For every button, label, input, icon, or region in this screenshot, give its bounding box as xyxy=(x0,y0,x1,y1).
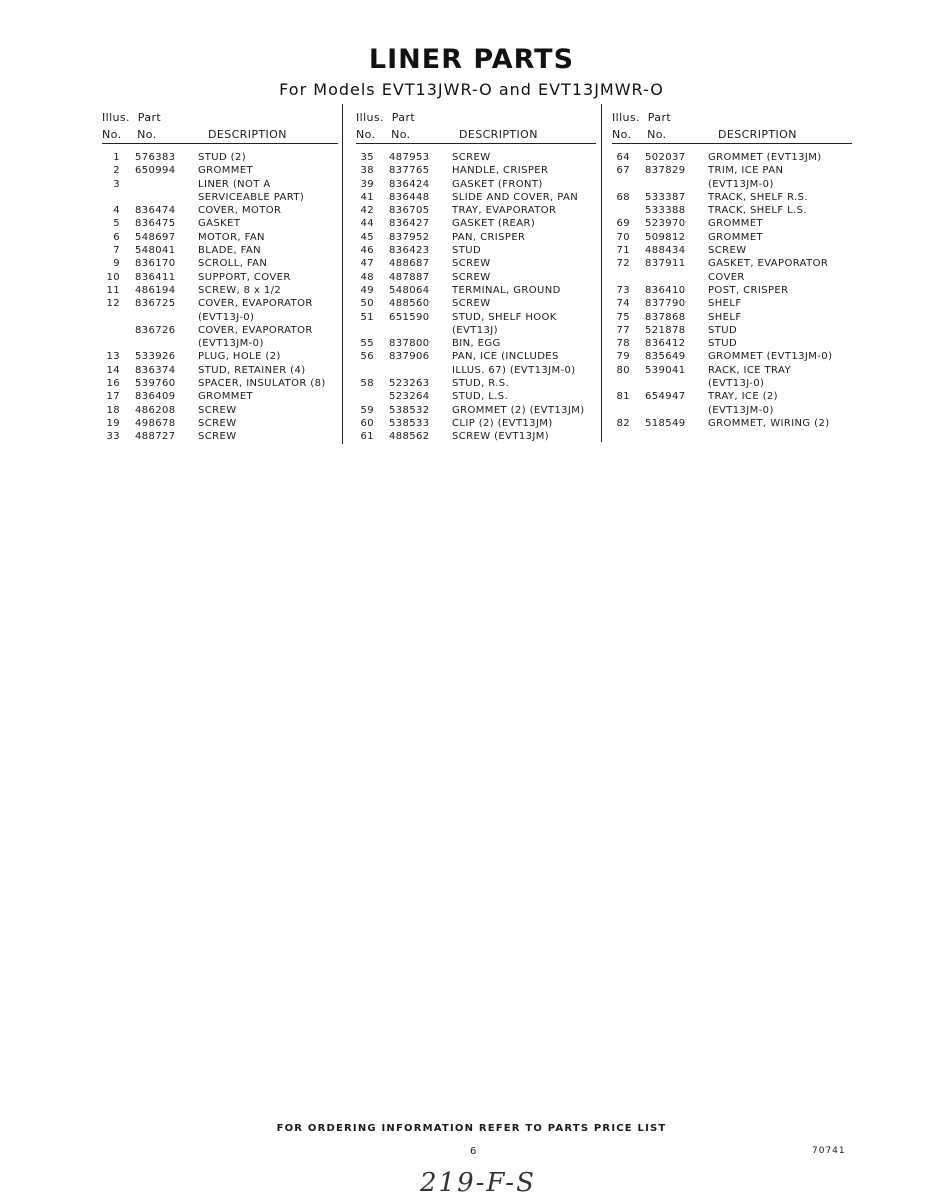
part-number: 548064 xyxy=(389,284,430,296)
table-row xyxy=(102,151,338,164)
illus-number: 59 xyxy=(360,404,374,416)
illus-number: 5 xyxy=(113,218,120,230)
part-number: 539041 xyxy=(645,364,686,376)
part-number: 523263 xyxy=(389,378,430,390)
part-description: SHELF xyxy=(708,311,742,323)
header-illus: Illus. Part xyxy=(356,111,416,124)
part-description: SCREW xyxy=(708,245,747,257)
illus-number: 50 xyxy=(360,298,374,310)
part-description: STUD, R.S. xyxy=(452,378,510,390)
part-description: TERMINAL, GROUND xyxy=(452,284,561,296)
table-row xyxy=(102,337,338,350)
part-description: GROMMET xyxy=(198,165,254,177)
illus-number: 69 xyxy=(616,218,630,230)
part-number: 488434 xyxy=(645,245,686,257)
illus-number: 41 xyxy=(360,191,374,203)
table-row xyxy=(612,284,852,297)
part-number: 538533 xyxy=(389,417,430,429)
table-row xyxy=(102,350,338,363)
parts-rows xyxy=(102,151,338,444)
table-row xyxy=(356,417,596,430)
part-number: 836423 xyxy=(389,245,430,257)
part-description: BIN, EGG xyxy=(452,338,501,350)
part-number: 509812 xyxy=(645,231,686,243)
part-description: LINER (NOT A xyxy=(198,178,271,190)
part-number: 518549 xyxy=(645,417,686,429)
part-number: 837790 xyxy=(645,298,686,310)
illus-number: 17 xyxy=(106,391,120,403)
table-row xyxy=(356,350,596,363)
part-description: GROMMET xyxy=(198,391,254,403)
part-description: COVER, EVAPORATOR xyxy=(198,324,313,336)
part-number: 836410 xyxy=(645,284,686,296)
part-number: 539760 xyxy=(135,378,176,390)
part-description: STUD, RETAINER (4) xyxy=(198,364,306,376)
header-no: No. No. xyxy=(102,128,157,141)
parts-column-1 xyxy=(102,108,338,444)
part-number: 837906 xyxy=(389,351,430,363)
part-description: GASKET xyxy=(198,218,241,230)
table-row xyxy=(356,217,596,230)
illus-number: 61 xyxy=(360,431,374,443)
illus-number: 71 xyxy=(616,245,630,257)
part-number: 548041 xyxy=(135,245,176,257)
illus-number: 82 xyxy=(616,417,630,429)
part-description: SCREW, 8 x 1/2 xyxy=(198,284,282,296)
part-description: PAN, ICE (INCLUDES xyxy=(452,351,559,363)
part-description: GROMMET xyxy=(708,231,764,243)
part-number: 533387 xyxy=(645,191,686,203)
part-description: STUD, L.S. xyxy=(452,391,509,403)
part-number: 836411 xyxy=(135,271,176,283)
part-description: SUPPORT, COVER xyxy=(198,271,291,283)
header-description: DESCRIPTION xyxy=(718,128,797,141)
table-row xyxy=(356,404,596,417)
part-number: 836474 xyxy=(135,205,176,217)
table-row xyxy=(356,390,596,403)
document-number: 70741 xyxy=(812,1146,846,1156)
part-description: SLIDE AND COVER, PAN xyxy=(452,191,579,203)
part-description: SCREW xyxy=(452,298,491,310)
part-number: 837800 xyxy=(389,338,430,350)
table-row xyxy=(612,271,852,284)
parts-rows xyxy=(356,151,596,444)
table-row xyxy=(102,244,338,257)
part-description: HANDLE, CRISPER xyxy=(452,165,549,177)
part-description: SPACER, INSULATOR (8) xyxy=(198,378,326,390)
column-header xyxy=(102,108,338,144)
illus-number: 80 xyxy=(616,364,630,376)
illus-number: 81 xyxy=(616,391,630,403)
part-number: 836409 xyxy=(135,391,176,403)
table-row xyxy=(102,257,338,270)
part-description: TRACK, SHELF R.S. xyxy=(708,191,808,203)
part-description: GROMMET xyxy=(708,218,764,230)
table-row xyxy=(612,164,852,177)
part-number: 835649 xyxy=(645,351,686,363)
part-description: GROMMET (EVT13JM) xyxy=(708,152,822,163)
part-number: 488727 xyxy=(135,431,176,443)
table-row xyxy=(356,311,596,324)
page-title: LINER PARTS xyxy=(368,44,575,75)
table-row xyxy=(612,337,852,350)
table-row xyxy=(612,151,852,164)
part-number: 837765 xyxy=(389,165,430,177)
part-number: 837829 xyxy=(645,165,686,177)
illus-number: 42 xyxy=(360,205,374,217)
illus-number: 2 xyxy=(113,165,120,177)
part-description: STUD xyxy=(452,245,482,257)
part-description: (EVT13J) xyxy=(452,324,498,336)
part-number: 498678 xyxy=(135,417,176,429)
illus-number: 4 xyxy=(113,205,120,217)
part-description: RACK, ICE TRAY xyxy=(708,364,791,376)
illus-number: 6 xyxy=(113,231,120,243)
part-number: 576383 xyxy=(135,152,176,163)
illus-number: 78 xyxy=(616,338,630,350)
table-row xyxy=(356,324,596,337)
part-description: SERVICEABLE PART) xyxy=(198,191,305,203)
illus-number: 13 xyxy=(106,351,120,363)
part-description: (EVT13JM-0) xyxy=(708,178,774,190)
part-description: BLADE, FAN xyxy=(198,245,262,257)
part-number: 488562 xyxy=(389,431,430,443)
table-row xyxy=(102,178,338,191)
part-number: 837868 xyxy=(645,311,686,323)
part-number: 487953 xyxy=(389,152,430,163)
parts-column-2 xyxy=(356,108,596,444)
table-row xyxy=(356,377,596,390)
illus-number: 73 xyxy=(616,284,630,296)
part-description: PLUG, HOLE (2) xyxy=(198,351,281,363)
illus-number: 10 xyxy=(106,271,120,283)
table-row xyxy=(102,324,338,337)
illus-number: 38 xyxy=(360,165,374,177)
illus-number: 39 xyxy=(360,178,374,190)
illus-number: 75 xyxy=(616,311,630,323)
table-row xyxy=(612,204,852,217)
handwritten-note: 219-F-S xyxy=(420,1168,536,1198)
table-row xyxy=(356,271,596,284)
table-row xyxy=(612,244,852,257)
part-number: 538532 xyxy=(389,404,430,416)
part-number: 533926 xyxy=(135,351,176,363)
part-number: 836448 xyxy=(389,191,430,203)
illus-number: 11 xyxy=(106,284,120,296)
part-description: TRACK, SHELF L.S. xyxy=(708,205,807,217)
illus-number: 44 xyxy=(360,218,374,230)
illus-number: 47 xyxy=(360,258,374,270)
table-row xyxy=(356,257,596,270)
part-description: GROMMET (EVT13JM-0) xyxy=(708,351,833,363)
table-row xyxy=(356,164,596,177)
table-row xyxy=(102,284,338,297)
part-number: 488560 xyxy=(389,298,430,310)
part-description: SCREW xyxy=(198,431,237,443)
illus-number: 9 xyxy=(113,258,120,270)
part-description: GASKET (REAR) xyxy=(452,218,536,230)
illus-number: 55 xyxy=(360,338,374,350)
illus-number: 12 xyxy=(106,298,120,310)
illus-number: 19 xyxy=(106,417,120,429)
table-row xyxy=(356,284,596,297)
part-number: 836726 xyxy=(135,324,176,336)
table-row xyxy=(102,364,338,377)
table-row xyxy=(102,231,338,244)
part-description: TRIM, ICE PAN xyxy=(708,165,784,177)
table-row xyxy=(612,417,852,430)
column-header xyxy=(612,108,852,144)
table-row xyxy=(612,231,852,244)
illus-number: 67 xyxy=(616,165,630,177)
table-row xyxy=(612,377,852,390)
part-description: STUD (2) xyxy=(198,152,247,163)
part-description: COVER xyxy=(708,271,745,283)
header-no: No. No. xyxy=(356,128,411,141)
table-row xyxy=(102,297,338,310)
part-description: COVER, MOTOR xyxy=(198,205,282,217)
parts-rows xyxy=(612,151,852,430)
column-divider xyxy=(601,104,602,442)
part-description: TRAY, ICE (2) xyxy=(708,391,778,403)
table-row xyxy=(102,217,338,230)
table-row xyxy=(612,404,852,417)
illus-number: 56 xyxy=(360,351,374,363)
part-description: GROMMET, WIRING (2) xyxy=(708,417,830,429)
table-row xyxy=(612,350,852,363)
illus-number: 3 xyxy=(113,178,120,190)
part-number: 836427 xyxy=(389,218,430,230)
part-description: STUD xyxy=(708,324,738,336)
table-row xyxy=(102,404,338,417)
table-row xyxy=(102,377,338,390)
column-divider xyxy=(342,104,343,444)
table-row xyxy=(102,311,338,324)
part-description: SCREW xyxy=(198,417,237,429)
part-number: 837911 xyxy=(645,258,686,270)
table-row xyxy=(356,337,596,350)
illus-number: 48 xyxy=(360,271,374,283)
page-number: 6 xyxy=(470,1146,477,1157)
part-number: 654947 xyxy=(645,391,686,403)
illus-number: 51 xyxy=(360,311,374,323)
part-number: 837952 xyxy=(389,231,430,243)
illus-number: 35 xyxy=(360,152,374,163)
table-row xyxy=(612,217,852,230)
part-number: 836374 xyxy=(135,364,176,376)
part-description: (EVT13JM-0) xyxy=(708,404,774,416)
part-description: (EVT13JM-0) xyxy=(198,338,264,350)
illus-number: 45 xyxy=(360,231,374,243)
illus-number: 70 xyxy=(616,231,630,243)
table-row xyxy=(356,430,596,443)
header-description: DESCRIPTION xyxy=(208,128,287,141)
table-row xyxy=(612,297,852,310)
header-description: DESCRIPTION xyxy=(459,128,538,141)
illus-number: 18 xyxy=(106,404,120,416)
part-number: 523970 xyxy=(645,218,686,230)
illus-number: 7 xyxy=(113,245,120,257)
part-number: 548697 xyxy=(135,231,176,243)
part-number: 486194 xyxy=(135,284,176,296)
part-description: ILLUS. 67) (EVT13JM-0) xyxy=(452,364,576,376)
part-number: 836412 xyxy=(645,338,686,350)
table-row xyxy=(102,191,338,204)
table-row xyxy=(102,390,338,403)
table-row xyxy=(356,178,596,191)
part-description: STUD xyxy=(708,338,738,350)
part-description: (EVT13J-0) xyxy=(198,311,255,323)
part-description: SCREW xyxy=(198,404,237,416)
part-number: 836705 xyxy=(389,205,430,217)
header-illus: Illus. Part xyxy=(612,111,672,124)
table-row xyxy=(356,191,596,204)
part-number: 650994 xyxy=(135,165,176,177)
column-header xyxy=(356,108,596,144)
part-number: 521878 xyxy=(645,324,686,336)
part-description: COVER, EVAPORATOR xyxy=(198,298,313,310)
part-description: TRAY, EVAPORATOR xyxy=(452,205,557,217)
table-row xyxy=(102,204,338,217)
part-description: SCREW xyxy=(452,152,491,163)
part-number: 836170 xyxy=(135,258,176,270)
illus-number: 79 xyxy=(616,351,630,363)
part-description: SCREW xyxy=(452,258,491,270)
part-number: 488687 xyxy=(389,258,430,270)
part-description: SHELF xyxy=(708,298,742,310)
part-description: (EVT13J-0) xyxy=(708,378,765,390)
header-no: No. No. xyxy=(612,128,667,141)
part-description: SCROLL, FAN xyxy=(198,258,268,270)
table-row xyxy=(612,364,852,377)
illus-number: 72 xyxy=(616,258,630,270)
page-subtitle: For Models EVT13JWR-O and EVT13JMWR-O xyxy=(279,80,664,99)
part-description: SCREW (EVT13JM) xyxy=(452,431,550,443)
illus-number: 14 xyxy=(106,364,120,376)
part-number: 836475 xyxy=(135,218,176,230)
part-description: MOTOR, FAN xyxy=(198,231,265,243)
part-number: 486208 xyxy=(135,404,176,416)
illus-number: 68 xyxy=(616,191,630,203)
illus-number: 1 xyxy=(113,152,120,163)
part-number: 836424 xyxy=(389,178,430,190)
ordering-footer: FOR ORDERING INFORMATION REFER TO PARTS PRICE LIST xyxy=(276,1123,667,1134)
table-row xyxy=(612,311,852,324)
part-number: 523264 xyxy=(389,391,430,403)
illus-number: 16 xyxy=(106,378,120,390)
table-row xyxy=(612,178,852,191)
header-illus: Illus. Part xyxy=(102,111,162,124)
part-description: PAN, CRISPER xyxy=(452,231,526,243)
part-number: 836725 xyxy=(135,298,176,310)
illus-number: 60 xyxy=(360,417,374,429)
table-row xyxy=(612,257,852,270)
table-row xyxy=(356,244,596,257)
part-description: GASKET (FRONT) xyxy=(452,178,543,190)
table-row xyxy=(102,271,338,284)
part-description: GROMMET (2) (EVT13JM) xyxy=(452,404,585,416)
table-row xyxy=(356,297,596,310)
table-row xyxy=(102,430,338,443)
illus-number: 33 xyxy=(106,431,120,443)
table-row xyxy=(612,390,852,403)
table-row xyxy=(612,324,852,337)
part-number: 502037 xyxy=(645,152,686,163)
parts-column-3 xyxy=(612,108,852,430)
illus-number: 46 xyxy=(360,245,374,257)
part-description: POST, CRISPER xyxy=(708,284,789,296)
illus-number: 74 xyxy=(616,298,630,310)
illus-number: 58 xyxy=(360,378,374,390)
part-number: 487887 xyxy=(389,271,430,283)
table-row xyxy=(356,364,596,377)
part-description: SCREW xyxy=(452,271,491,283)
table-row xyxy=(102,164,338,177)
part-number: 651590 xyxy=(389,311,430,323)
table-row xyxy=(356,231,596,244)
part-description: GASKET, EVAPORATOR xyxy=(708,258,829,270)
illus-number: 77 xyxy=(616,324,630,336)
part-description: CLIP (2) (EVT13JM) xyxy=(452,417,553,429)
illus-number: 49 xyxy=(360,284,374,296)
table-row xyxy=(612,191,852,204)
part-number: 533388 xyxy=(645,205,686,217)
illus-number: 64 xyxy=(616,152,630,163)
part-description: STUD, SHELF HOOK xyxy=(452,311,557,323)
table-row xyxy=(356,151,596,164)
table-row xyxy=(102,417,338,430)
table-row xyxy=(356,204,596,217)
